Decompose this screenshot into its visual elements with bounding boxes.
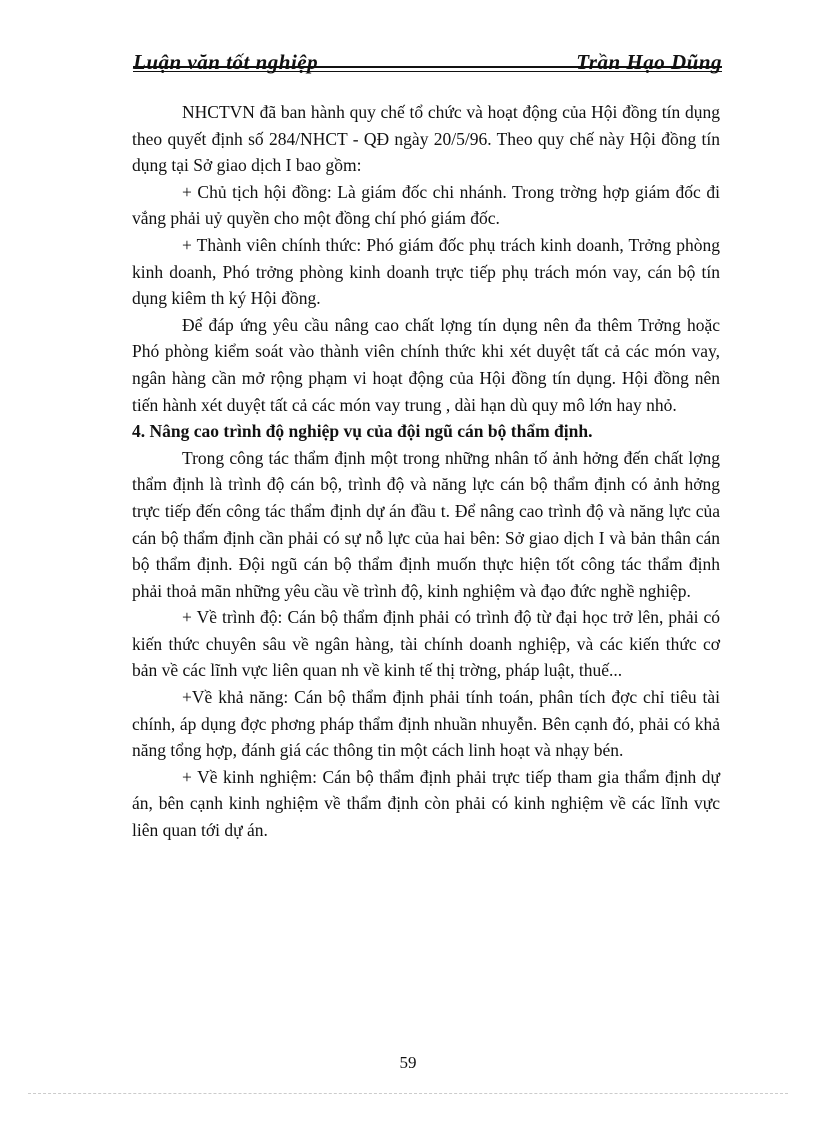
- paragraph: + Thành viên chính thức: Phó giám đốc phụ trách kinh doanh, Trởng phòng kinh doanh, Phó trởng phòng kinh doanh trực tiếp phụ trách món vay, cán bộ tín dụng kiêm th ký Hội đồng.: [132, 234, 720, 309]
- paragraph: + Về trình độ: Cán bộ thẩm định phải có trình độ từ đại học trở lên, phải có kiến thức chuyên sâu về ngân hàng, tài chính doanh nghiệp, và các kiến thức cơ bản về các lĩnh vực liên quan nh về kinh tế thị trờng, pháp luật, thuế...: [132, 607, 720, 681]
- paragraph: Để đáp ứng yêu cầu nâng cao chất lợng tín dụng nên đa thêm Trởng hoặc Phó phòng kiểm soát vào thành viên chính thức khi xét duyệt tất cả các món vay, ngân hàng cần mở rộng phạm vi hoạt động của Hội đồng tín dụng. Hội đồng nên tiến hành xét duyệt tất cả các món vay trung , dài hạn dù quy mô lớn hay nhỏ.: [132, 314, 720, 415]
- header-author-right: Trần Hạo Dũng: [576, 50, 722, 74]
- page-number: 59: [399, 1053, 417, 1072]
- section-heading: 4. Nâng cao trình độ nghiệp vụ của đội ngũ cán bộ thẩm định.: [132, 421, 593, 442]
- header-title-left: Luận văn tốt nghiệp: [133, 50, 319, 74]
- paragraph: NHCTVN đã ban hành quy chế tổ chức và hoạt động của Hội đồng tín dụng theo quyết định số 284/NHCT - QĐ ngày 20/5/96. Theo quy chế này Hội đồng tín dụng tại Sở giao dịch I bao gồm:: [132, 102, 720, 176]
- page-bottom-divider: [28, 1093, 788, 1094]
- paragraph: + Về kinh nghiệm: Cán bộ thẩm định phải trực tiếp tham gia thẩm định dự án, bên cạnh kinh nghiệm về thẩm định còn phải có kinh nghiệm về các lĩnh vực liên quan tới dự án.: [132, 766, 720, 841]
- header-rule: [133, 66, 722, 72]
- document-body: [132, 99, 720, 844]
- paragraph: + Chủ tịch hội đồng: Là giám đốc chi nhánh. Trong trờng hợp giám đốc đi vắng phải uỷ quyền cho một đồng chí phó giám đốc.: [132, 181, 720, 229]
- paragraph: Trong công tác thẩm định một trong những nhân tố ảnh hởng đến chất lợng thẩm định là trình độ cán bộ, trình độ và năng lực cán bộ thẩm định có ảnh hởng trực tiếp đến công tác thẩm định dự án đầu t. Để nâng cao trình độ và năng lực của cán bộ thẩm định cần phải có sự nỗ lực của hai bên: Sở giao dịch I và bản thân cán bộ thẩm định. Đội ngũ cán bộ thẩm định muốn thực hiện tốt công tác thẩm định phải thoả mãn những yêu cầu về trình độ, kinh nghiệm và đạo đức nghề nghiệp.: [132, 447, 720, 601]
- paragraph: +Về khả năng: Cán bộ thẩm định phải tính toán, phân tích đợc chỉ tiêu tài chính, áp dụng đợc phơng pháp thẩm định nhuần nhuyễn. Bên cạnh đó, phải có khả năng tổng hợp, đánh giá các thông tin một cách linh hoạt và nhạy bén.: [132, 687, 720, 761]
